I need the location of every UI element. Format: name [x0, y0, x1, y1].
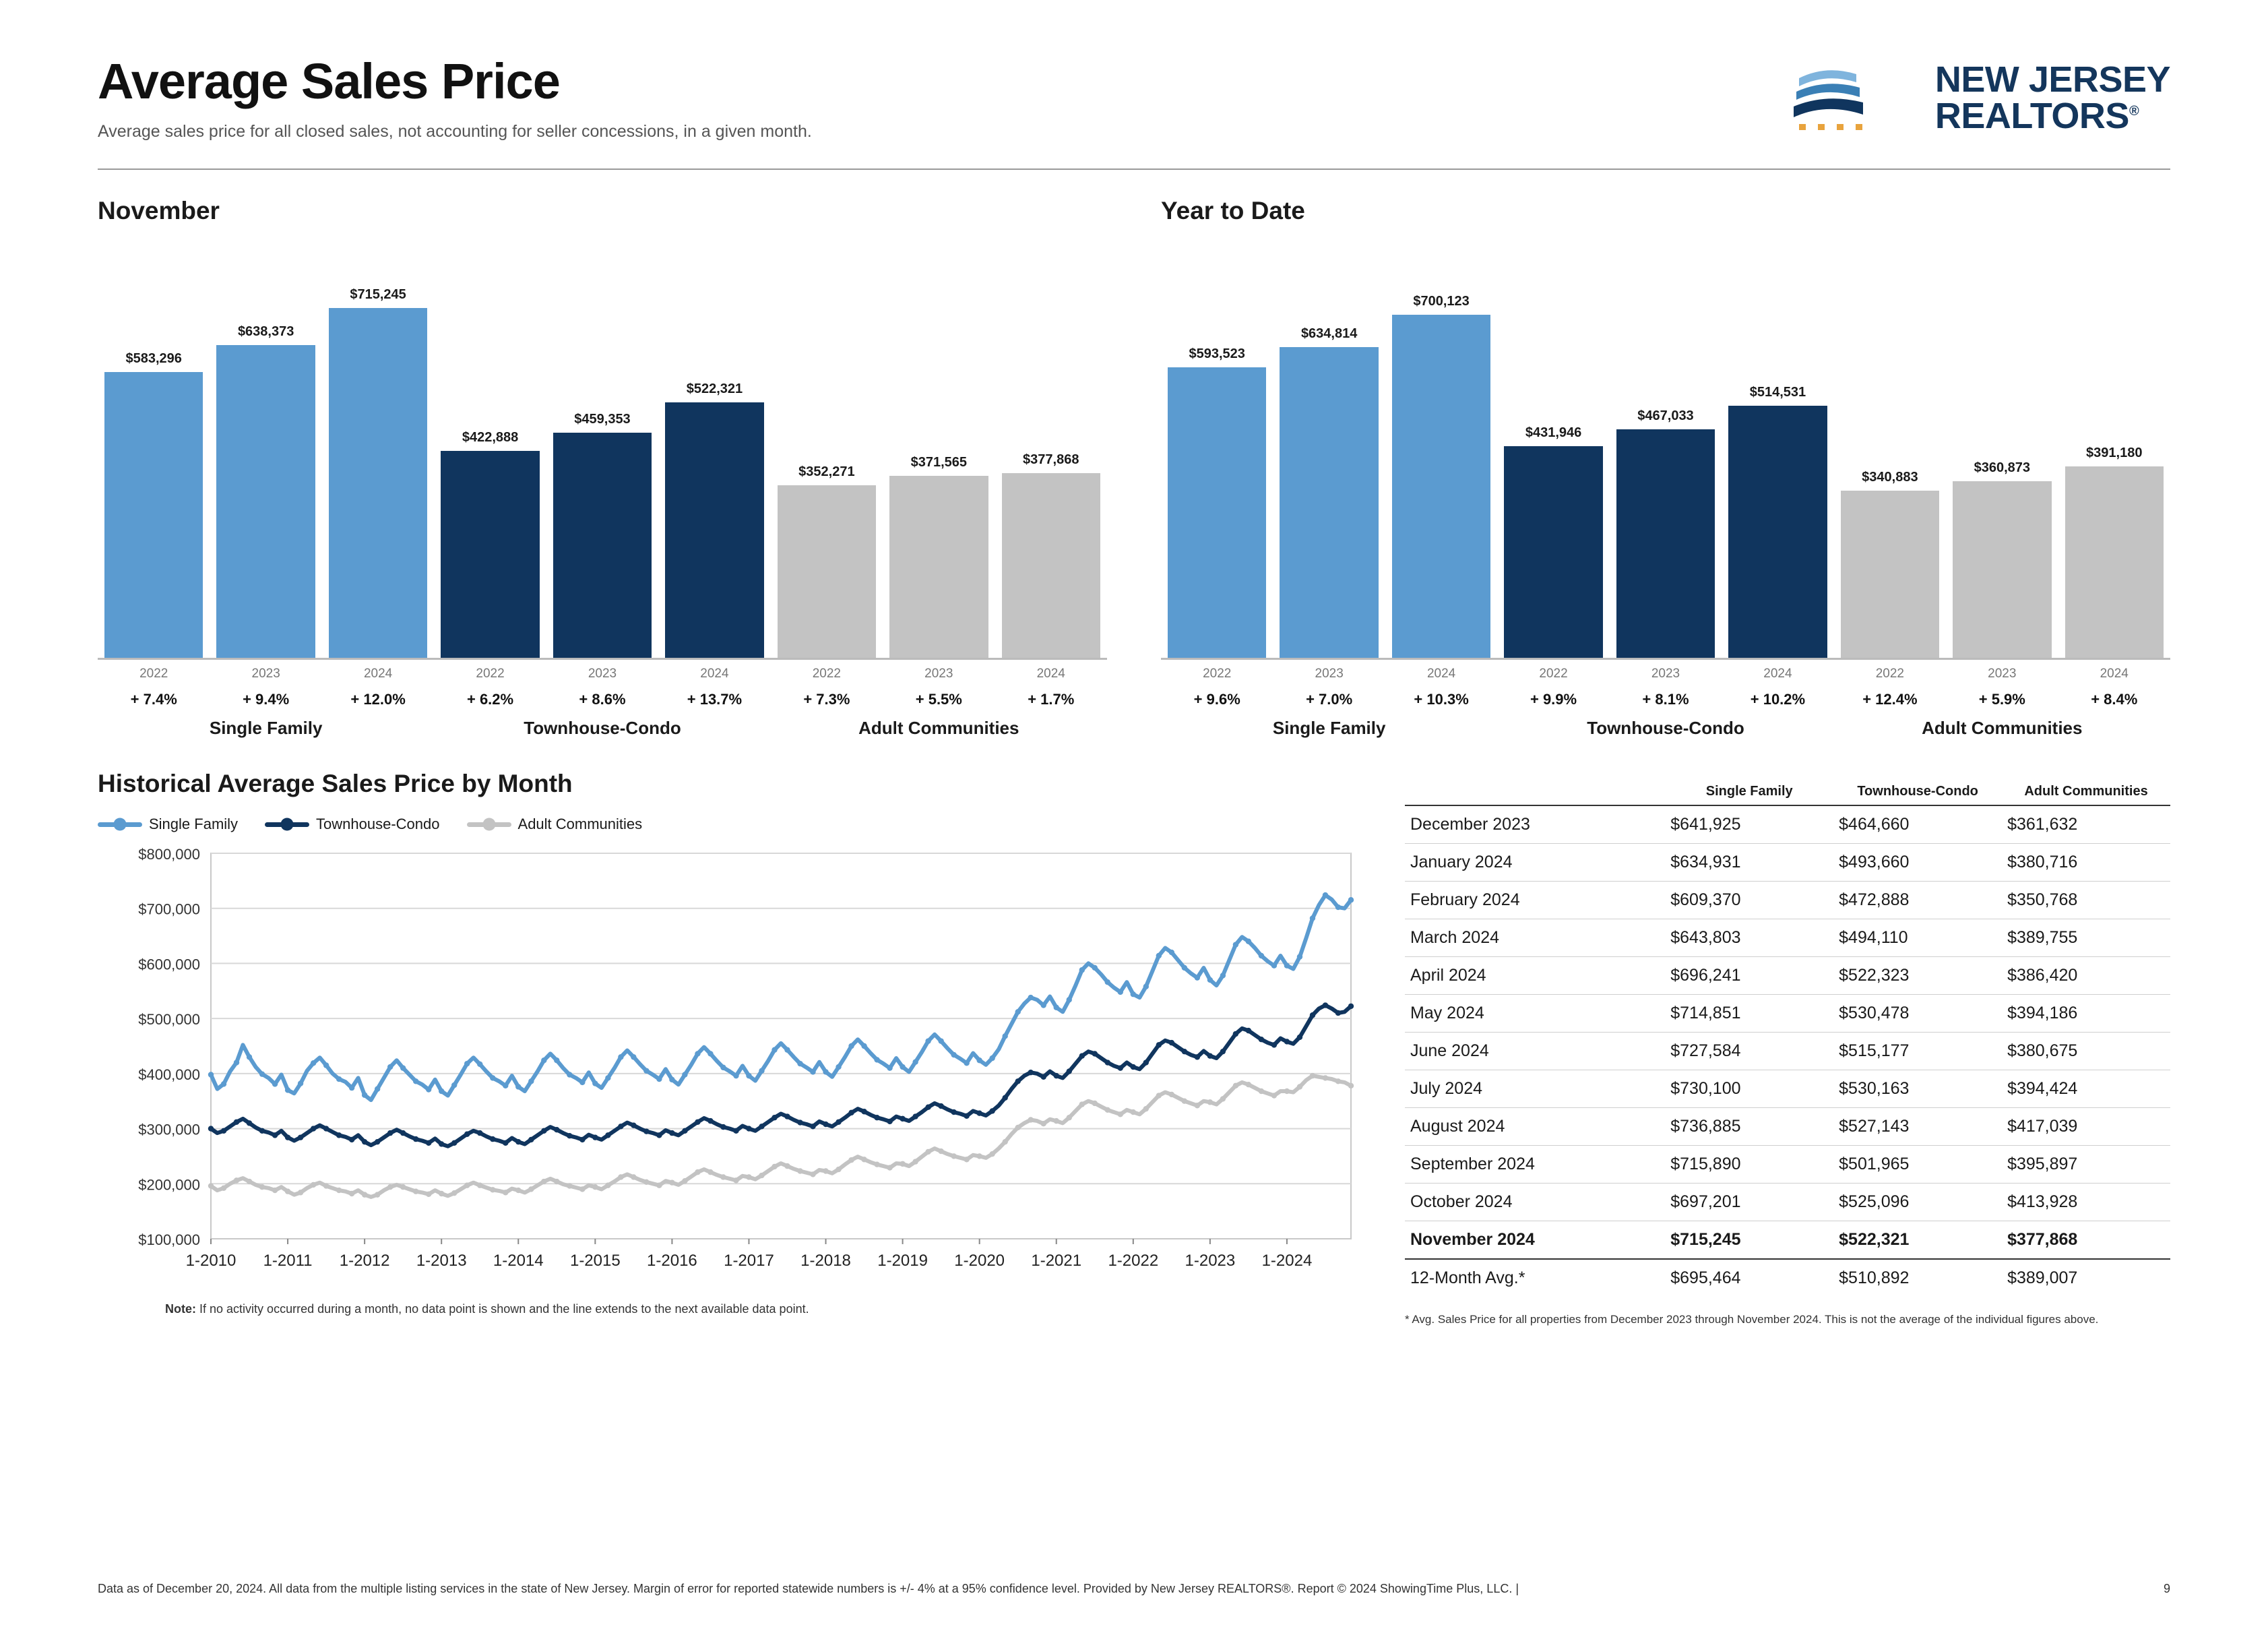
adult-communities-cell: $389,007 [2007, 1268, 2078, 1287]
single-family-cell: $727,584 [1670, 1041, 1741, 1060]
year-label: 2022 [476, 667, 505, 681]
single-family-cell: $634,931 [1670, 853, 1741, 871]
category-label: Townhouse-Condo [524, 718, 681, 738]
townhouse-condo-cell: $510,892 [1839, 1268, 1910, 1287]
page-subtitle: Average sales price for all closed sales, not accounting for seller concessions, in a given month. [98, 122, 812, 141]
townhouse-condo-cell: $530,163 [1839, 1079, 1910, 1098]
november-axis-labels [98, 660, 1107, 708]
bar [1841, 491, 1939, 658]
historical-legend [98, 816, 1364, 833]
percent-change-label: + 12.4% [1862, 691, 1918, 708]
percent-change-label: + 8.4% [2091, 691, 2138, 708]
bar-value-label: $583,296 [125, 351, 182, 366]
adult-communities-cell: $389,755 [2007, 928, 2078, 947]
adult-communities-cell: $413,928 [2007, 1192, 2078, 1211]
percent-change-label: + 7.0% [1306, 691, 1353, 708]
table-footnote: * Avg. Sales Price for all properties from December 2023 through November 2024. This is not the average of the individual figures above. [1405, 1313, 2099, 1326]
bar-column [322, 287, 434, 658]
label-group-0 [98, 660, 434, 708]
bar [1280, 347, 1378, 658]
percent-change-label: + 10.2% [1750, 691, 1806, 708]
svg-text:1-2023: 1-2023 [1185, 1252, 1236, 1270]
bar [216, 345, 315, 658]
month-cell: December 2023 [1410, 815, 1530, 834]
townhouse-condo-cell: $472,888 [1839, 890, 1910, 909]
table-row [1405, 957, 2170, 995]
bar [2065, 466, 2164, 658]
month-cell: June 2024 [1410, 1041, 1489, 1060]
svg-text:$300,000: $300,000 [138, 1121, 200, 1138]
year-label: 2023 [924, 667, 953, 681]
month-cell: February 2024 [1410, 890, 1520, 909]
month-cell: January 2024 [1410, 853, 1513, 871]
bar-value-label: $459,353 [574, 412, 631, 427]
single-family-cell: $697,201 [1670, 1192, 1741, 1211]
category-label: Single Family [209, 718, 323, 738]
brand-line-1: NEW JERSEY [1934, 59, 2170, 100]
bar-group-adult-communities [771, 452, 1107, 658]
year-label: 2022 [139, 667, 168, 681]
bar-value-label: $377,868 [1023, 452, 1079, 467]
label-group-0 [1161, 660, 1497, 708]
townhouse-condo-cell: $522,323 [1839, 966, 1910, 985]
table-body [1405, 805, 2170, 1297]
table-row [1405, 1033, 2170, 1070]
percent-change-label: + 13.7% [687, 691, 743, 708]
footer-text: Data as of December 20, 2024. All data from the multiple listing services in the state of New Jersey. Margin of error for reported statewide numbers is +/- 4% at a 95% confidence level. Provided by New Jersey REALTORS®. Report © 2024 ShowingTime Plus, LLC. | [98, 1582, 1519, 1595]
brand-name [1935, 61, 2170, 134]
svg-text:1-2021: 1-2021 [1031, 1252, 1082, 1270]
bar-value-label: $467,033 [1637, 408, 1694, 423]
bar-group-townhouse-condo [1497, 385, 1833, 658]
bar [1504, 446, 1602, 658]
bar-value-label: $715,245 [350, 287, 406, 302]
axis-label-column [2058, 660, 2170, 708]
bar-value-label: $431,946 [1525, 425, 1582, 440]
ytd-title: Year to Date [1161, 197, 1305, 224]
year-label: 2024 [1036, 667, 1065, 681]
townhouse-condo-cell: $515,177 [1839, 1041, 1910, 1060]
bar-value-label: $514,531 [1749, 385, 1806, 400]
bar-column [1497, 425, 1609, 658]
single-family-cell: $695,464 [1670, 1268, 1741, 1287]
bar [1616, 429, 1715, 658]
historical-title: Historical Average Sales Price by Month [98, 770, 573, 797]
svg-text:1-2013: 1-2013 [416, 1252, 467, 1270]
legend-item-single-family [98, 816, 238, 833]
legend-swatch-icon [98, 822, 142, 827]
bar-value-label: $371,565 [910, 455, 968, 470]
axis-label-column [1610, 660, 1722, 708]
axis-label-column [98, 660, 210, 708]
legend-label: Townhouse-Condo [316, 816, 440, 832]
axis-label-column [434, 660, 546, 708]
percent-change-label: + 8.6% [579, 691, 626, 708]
legend-item-adult-communities [467, 816, 643, 833]
year-label: 2024 [1763, 667, 1792, 681]
bar-column [2058, 446, 2170, 658]
bar [1728, 406, 1827, 658]
bar-column [1385, 294, 1497, 658]
registered-mark: ® [2129, 104, 2139, 119]
top-charts-row [98, 197, 2170, 739]
townhouse-condo-cell: $464,660 [1839, 815, 1910, 834]
year-label: 2024 [363, 667, 393, 681]
page-footer [98, 1582, 2170, 1596]
note-text: If no activity occurred during a month, no data point is shown and the line extends to the next available data point. [199, 1302, 809, 1316]
november-bar-chart [98, 253, 1107, 658]
percent-change-label: + 9.4% [243, 691, 290, 708]
bar-value-label: $700,123 [1413, 294, 1470, 309]
table-row [1405, 882, 2170, 919]
svg-text:$500,000: $500,000 [138, 1011, 200, 1029]
category-label: Single Family [1272, 718, 1386, 738]
bar [553, 433, 652, 658]
bar-column [434, 430, 546, 658]
table-row [1405, 1070, 2170, 1108]
year-label: 2022 [1875, 667, 1905, 681]
bottom-row [98, 770, 2170, 1328]
bar-value-label: $391,180 [2086, 446, 2143, 460]
table-row [1405, 1184, 2170, 1221]
single-family-cell: $696,241 [1670, 966, 1741, 985]
page-number: 9 [2163, 1582, 2170, 1595]
percent-change-label: + 6.2% [466, 691, 514, 708]
svg-text:$800,000: $800,000 [138, 846, 200, 863]
year-label: 2023 [1315, 667, 1344, 681]
axis-label-column [883, 660, 995, 708]
axis-label-column [1946, 660, 2058, 708]
bar-column [98, 351, 210, 658]
legend-swatch-icon [467, 822, 511, 827]
single-family-cell: $715,245 [1670, 1230, 1741, 1249]
adult-communities-cell: $350,768 [2007, 890, 2078, 909]
bar-value-label: $593,523 [1189, 346, 1245, 361]
percent-change-label: + 5.5% [915, 691, 962, 708]
month-cell: March 2024 [1410, 928, 1500, 947]
bar-group-adult-communities [1834, 446, 2170, 658]
label-group-2 [771, 660, 1107, 708]
adult-communities-cell: $395,897 [2007, 1155, 2078, 1173]
axis-label-column [1385, 660, 1497, 708]
table-row [1405, 1259, 2170, 1297]
page-title: Average Sales Price [98, 53, 560, 109]
table-row [1405, 844, 2170, 882]
axis-label-column [1161, 660, 1273, 708]
bar [1168, 367, 1266, 658]
axis-label-column [1834, 660, 1946, 708]
axis-label-column [322, 660, 434, 708]
axis-label-column [771, 660, 883, 708]
month-cell: September 2024 [1410, 1155, 1535, 1173]
townhouse-condo-cell: $493,660 [1839, 853, 1910, 871]
percent-change-label: + 7.4% [130, 691, 177, 708]
bar [104, 372, 203, 658]
percent-change-label: + 5.9% [1978, 691, 2025, 708]
percent-change-label: + 12.0% [350, 691, 406, 708]
svg-text:1-2018: 1-2018 [800, 1252, 851, 1270]
month-cell: November 2024 [1410, 1230, 1535, 1249]
category-label: Adult Communities [1922, 718, 2083, 738]
adult-communities-cell: $361,632 [2007, 815, 2078, 834]
svg-text:1-2019: 1-2019 [877, 1252, 928, 1270]
table-head [1405, 775, 2170, 805]
svg-text:1-2017: 1-2017 [724, 1252, 774, 1270]
bar-column [658, 381, 770, 658]
legend-swatch-icon [265, 822, 309, 827]
bar [441, 451, 539, 658]
november-title: November [98, 197, 220, 224]
header-divider [98, 168, 2170, 170]
historical-line-chart [98, 844, 1364, 1289]
axis-label-column [1722, 660, 1833, 708]
percent-change-label: + 9.9% [1530, 691, 1577, 708]
bar [778, 485, 876, 658]
category-label: Adult Communities [858, 718, 1019, 738]
month-cell: July 2024 [1410, 1079, 1483, 1098]
bar-column [883, 455, 995, 658]
table-row [1405, 995, 2170, 1033]
svg-text:$600,000: $600,000 [138, 956, 200, 973]
single-family-cell: $736,885 [1670, 1117, 1741, 1136]
bar-group-single-family [98, 287, 434, 658]
year-label: 2023 [1651, 667, 1680, 681]
adult-communities-cell: $377,868 [2007, 1230, 2078, 1249]
ytd-panel [1161, 197, 2170, 739]
month-cell: August 2024 [1410, 1117, 1505, 1136]
percent-change-label: + 8.1% [1642, 691, 1689, 708]
single-family-cell: $714,851 [1670, 1004, 1741, 1022]
year-label: 2024 [700, 667, 729, 681]
year-label: 2023 [251, 667, 280, 681]
bar-value-label: $360,873 [1974, 460, 2031, 475]
year-label: 2024 [2100, 667, 2129, 681]
adult-communities-cell: $417,039 [2007, 1117, 2078, 1136]
bar-column [771, 464, 883, 658]
adult-communities-cell: $386,420 [2007, 966, 2078, 985]
townhouse-condo-cell: $522,321 [1839, 1230, 1910, 1249]
axis-label-column [995, 660, 1107, 708]
percent-change-label: + 7.3% [803, 691, 850, 708]
table-header-single-family: Single Family [1705, 784, 1793, 799]
bar-column [1610, 408, 1722, 658]
single-family-cell: $641,925 [1670, 815, 1741, 834]
label-group-1 [1497, 660, 1833, 708]
table-header-adult-communities: Adult Communities [2024, 784, 2148, 799]
townhouse-condo-cell: $530,478 [1839, 1004, 1910, 1022]
single-family-cell: $609,370 [1670, 890, 1741, 909]
year-label: 2024 [1426, 667, 1456, 681]
percent-change-label: + 9.6% [1193, 691, 1240, 708]
bar [889, 476, 988, 658]
bar [1392, 315, 1490, 658]
bar-column [1946, 460, 2058, 658]
page-header [98, 0, 2170, 170]
table-row [1405, 1108, 2170, 1146]
svg-text:1-2012: 1-2012 [339, 1252, 390, 1270]
category-label: Townhouse-Condo [1587, 718, 1744, 738]
svg-text:1-2015: 1-2015 [569, 1252, 621, 1270]
axis-label-column [658, 660, 770, 708]
svg-text:$100,000: $100,000 [138, 1231, 200, 1248]
single-family-cell: $643,803 [1670, 928, 1741, 947]
bar [329, 308, 427, 658]
year-label: 2022 [1203, 667, 1232, 681]
bar-group-single-family [1161, 294, 1497, 658]
year-label: 2022 [1539, 667, 1568, 681]
percent-change-label: + 10.3% [1414, 691, 1469, 708]
axis-label-column [1497, 660, 1609, 708]
note-label: Note: [165, 1302, 196, 1316]
svg-text:$400,000: $400,000 [138, 1066, 200, 1083]
label-group-2 [1834, 660, 2170, 708]
bar-value-label: $422,888 [462, 430, 519, 445]
table-header-townhouse-condo: Townhouse-Condo [1857, 784, 1978, 799]
brand-line-2: REALTORS® [1934, 96, 2139, 136]
monthly-averages-table [1405, 775, 2170, 1297]
brand-logo [1786, 61, 2170, 135]
line-chart-svg [98, 844, 1364, 1289]
svg-text:$200,000: $200,000 [138, 1176, 200, 1194]
bar [665, 402, 763, 658]
legend-label: Adult Communities [517, 816, 643, 832]
table-header-row [1405, 775, 2170, 805]
legend-item-townhouse-condo [265, 816, 439, 833]
year-label: 2022 [812, 667, 842, 681]
month-cell: April 2024 [1410, 966, 1486, 985]
table-row [1405, 1221, 2170, 1260]
historical-panel [98, 770, 1364, 1328]
townhouse-condo-cell: $501,965 [1839, 1155, 1910, 1173]
svg-text:1-2011: 1-2011 [263, 1252, 313, 1270]
single-family-cell: $715,890 [1670, 1155, 1741, 1173]
ytd-category-labels [1161, 718, 2170, 739]
bar-column [1834, 470, 1946, 658]
svg-text:1-2010: 1-2010 [185, 1252, 237, 1270]
adult-communities-cell: $380,716 [2007, 853, 2078, 871]
month-cell: May 2024 [1410, 1004, 1484, 1022]
table-row [1405, 1146, 2170, 1184]
ytd-axis-labels [1161, 660, 2170, 708]
table-header-blank [1405, 775, 1665, 805]
svg-text:1-2020: 1-2020 [954, 1252, 1005, 1270]
percent-change-label: + 1.7% [1028, 691, 1075, 708]
bar-column [210, 324, 321, 658]
bar-column [995, 452, 1107, 658]
axis-label-column [1273, 660, 1385, 708]
bar-column [1722, 385, 1833, 658]
bar-value-label: $352,271 [798, 464, 855, 479]
year-label: 2023 [1988, 667, 2017, 681]
townhouse-condo-cell: $525,096 [1839, 1192, 1910, 1211]
svg-text:1-2014: 1-2014 [493, 1252, 544, 1270]
axis-label-column [210, 660, 321, 708]
month-cell: 12-Month Avg.* [1410, 1268, 1525, 1287]
bar-column [1273, 326, 1385, 658]
november-category-labels [98, 718, 1107, 739]
adult-communities-cell: $394,424 [2007, 1079, 2078, 1098]
townhouse-condo-cell: $527,143 [1839, 1117, 1910, 1136]
legend-label: Single Family [149, 816, 239, 832]
bar-group-townhouse-condo [434, 381, 770, 658]
bar-value-label: $638,373 [237, 324, 294, 339]
ytd-bar-chart [1161, 253, 2170, 658]
svg-text:1-2022: 1-2022 [1108, 1252, 1159, 1270]
bar-value-label: $522,321 [686, 381, 743, 396]
label-group-1 [434, 660, 770, 708]
bar [1953, 481, 2051, 658]
monthly-table-panel [1405, 770, 2170, 1328]
year-label: 2023 [588, 667, 617, 681]
month-cell: October 2024 [1410, 1192, 1513, 1211]
adult-communities-cell: $394,186 [2007, 1004, 2078, 1022]
svg-text:1-2024: 1-2024 [1261, 1252, 1313, 1270]
table-row [1405, 805, 2170, 844]
historical-note [98, 1302, 1364, 1316]
bar-column [1161, 346, 1273, 658]
adult-communities-cell: $380,675 [2007, 1041, 2078, 1060]
townhouse-condo-cell: $494,110 [1839, 928, 1908, 947]
bar-value-label: $340,883 [1862, 470, 1918, 485]
bar-value-label: $634,814 [1300, 326, 1358, 341]
axis-label-column [546, 660, 658, 708]
single-family-cell: $730,100 [1670, 1079, 1741, 1098]
november-panel [98, 197, 1107, 739]
table-row [1405, 919, 2170, 957]
svg-text:1-2016: 1-2016 [647, 1252, 697, 1270]
nj-realtors-logo-icon [1786, 61, 1920, 135]
bar [1002, 473, 1100, 658]
bar-column [546, 412, 658, 658]
svg-text:$700,000: $700,000 [138, 900, 200, 918]
